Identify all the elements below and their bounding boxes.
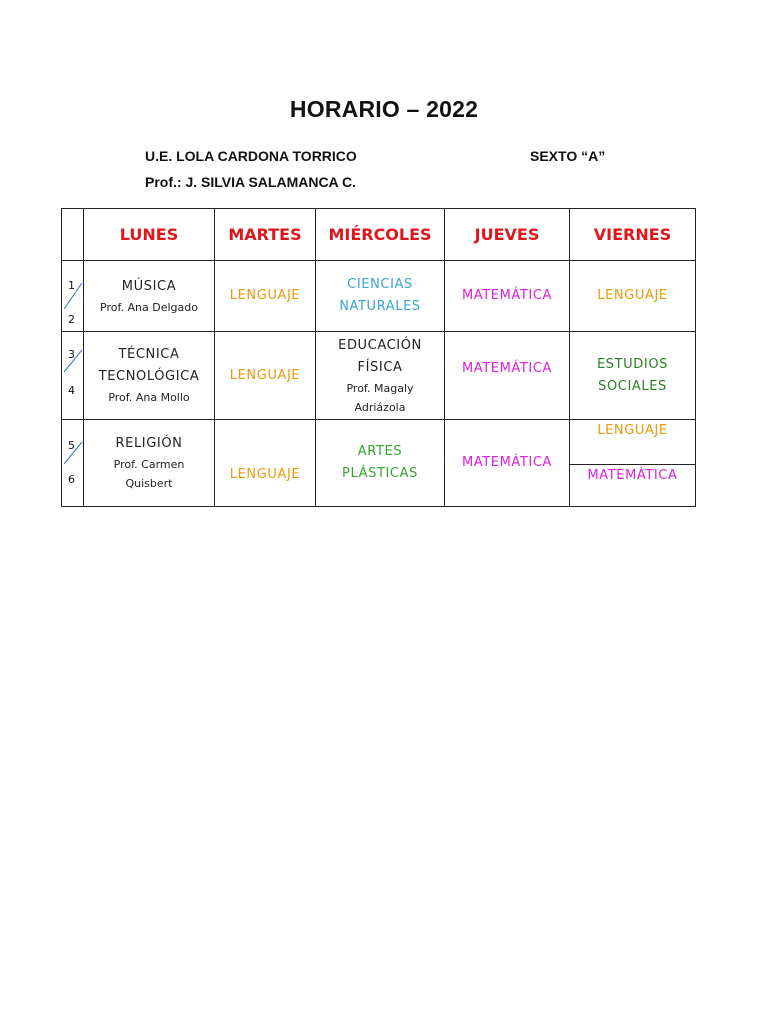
period-number: 2 [68, 313, 75, 326]
table-row [62, 420, 696, 507]
subject-label: ARTES [357, 444, 403, 459]
schedule-table [61, 208, 696, 507]
professor-label: Prof. Magaly [346, 381, 414, 395]
cell-viernes [570, 332, 696, 420]
period-number: 3 [68, 348, 75, 361]
corner-cell [62, 209, 84, 261]
cell-miercoles [316, 420, 445, 507]
subject-label: CIENCIAS [347, 277, 413, 292]
cell-jueves: MATEMÁTICA [445, 261, 570, 332]
table-row [62, 261, 696, 332]
teacher-name: Prof.: J. SILVIA SALAMANCA C. [145, 174, 357, 190]
period-number: 1 [68, 279, 75, 292]
grade-label: SEXTO “A” [530, 148, 606, 164]
subject-label: SOCIALES [598, 378, 667, 394]
day-header-lunes: LUNES [84, 209, 215, 261]
day-header-martes: MARTES [215, 209, 316, 261]
subject-label: EDUCACIÓN [338, 337, 422, 353]
period-number: 6 [68, 473, 75, 486]
subject-label: ESTUDIOS [596, 356, 669, 372]
cell-viernes-split [570, 420, 696, 507]
cell-lunes [84, 420, 215, 507]
period-cell [62, 261, 84, 332]
cell-viernes: LENGUAJE [570, 261, 696, 332]
professor-label: Prof. Carmen [113, 458, 185, 471]
cell-miercoles [316, 332, 445, 420]
split-top [570, 420, 695, 465]
subject-label: MÚSICA [121, 279, 177, 294]
school-name: U.E. LOLA CARDONA TORRICO [145, 148, 357, 164]
subject-label: TECNOLÓGICA [98, 369, 200, 384]
professor-label: Prof. Ana Delgado [100, 301, 198, 314]
split-bottom [570, 465, 695, 506]
subject-label: MATEMÁTICA [587, 468, 678, 483]
cell-lunes [84, 332, 215, 420]
table-row [62, 332, 696, 420]
subject-label: TÉCNICA [118, 347, 180, 362]
day-header-jueves: JUEVES [445, 209, 570, 261]
cell-martes: LENGUAJE [215, 261, 316, 332]
subject-label: FÍSICA [357, 359, 403, 375]
day-header-miercoles: MIÉRCOLES [316, 209, 445, 261]
cell-martes: LENGUAJE [215, 332, 316, 420]
period-number: 4 [68, 384, 75, 397]
professor-label: Quisbert [125, 477, 173, 490]
period-cell [62, 332, 84, 420]
cell-jueves: MATEMÁTICA [445, 420, 570, 507]
subject-label: LENGUAJE [597, 423, 668, 438]
cell-miercoles [316, 261, 445, 332]
subject-label: NATURALES [339, 299, 421, 314]
period-number: 5 [68, 439, 75, 452]
subject-label: PLÁSTICAS [342, 466, 418, 481]
period-slash [62, 332, 84, 420]
professor-label: Adriázola [354, 400, 406, 414]
cell-lunes [84, 261, 215, 332]
day-header-viernes: VIERNES [570, 209, 696, 261]
header-row [62, 209, 696, 261]
cell-martes: LENGUAJE [215, 420, 316, 507]
professor-label: Prof. Ana Mollo [108, 391, 190, 404]
split-cell [570, 420, 695, 506]
cell-jueves: MATEMÁTICA [445, 332, 570, 420]
subject-label: RELIGIÓN [115, 436, 183, 451]
document-title: HORARIO – 2022 [289, 96, 479, 122]
period-slash [62, 420, 84, 506]
period-cell [62, 420, 84, 507]
